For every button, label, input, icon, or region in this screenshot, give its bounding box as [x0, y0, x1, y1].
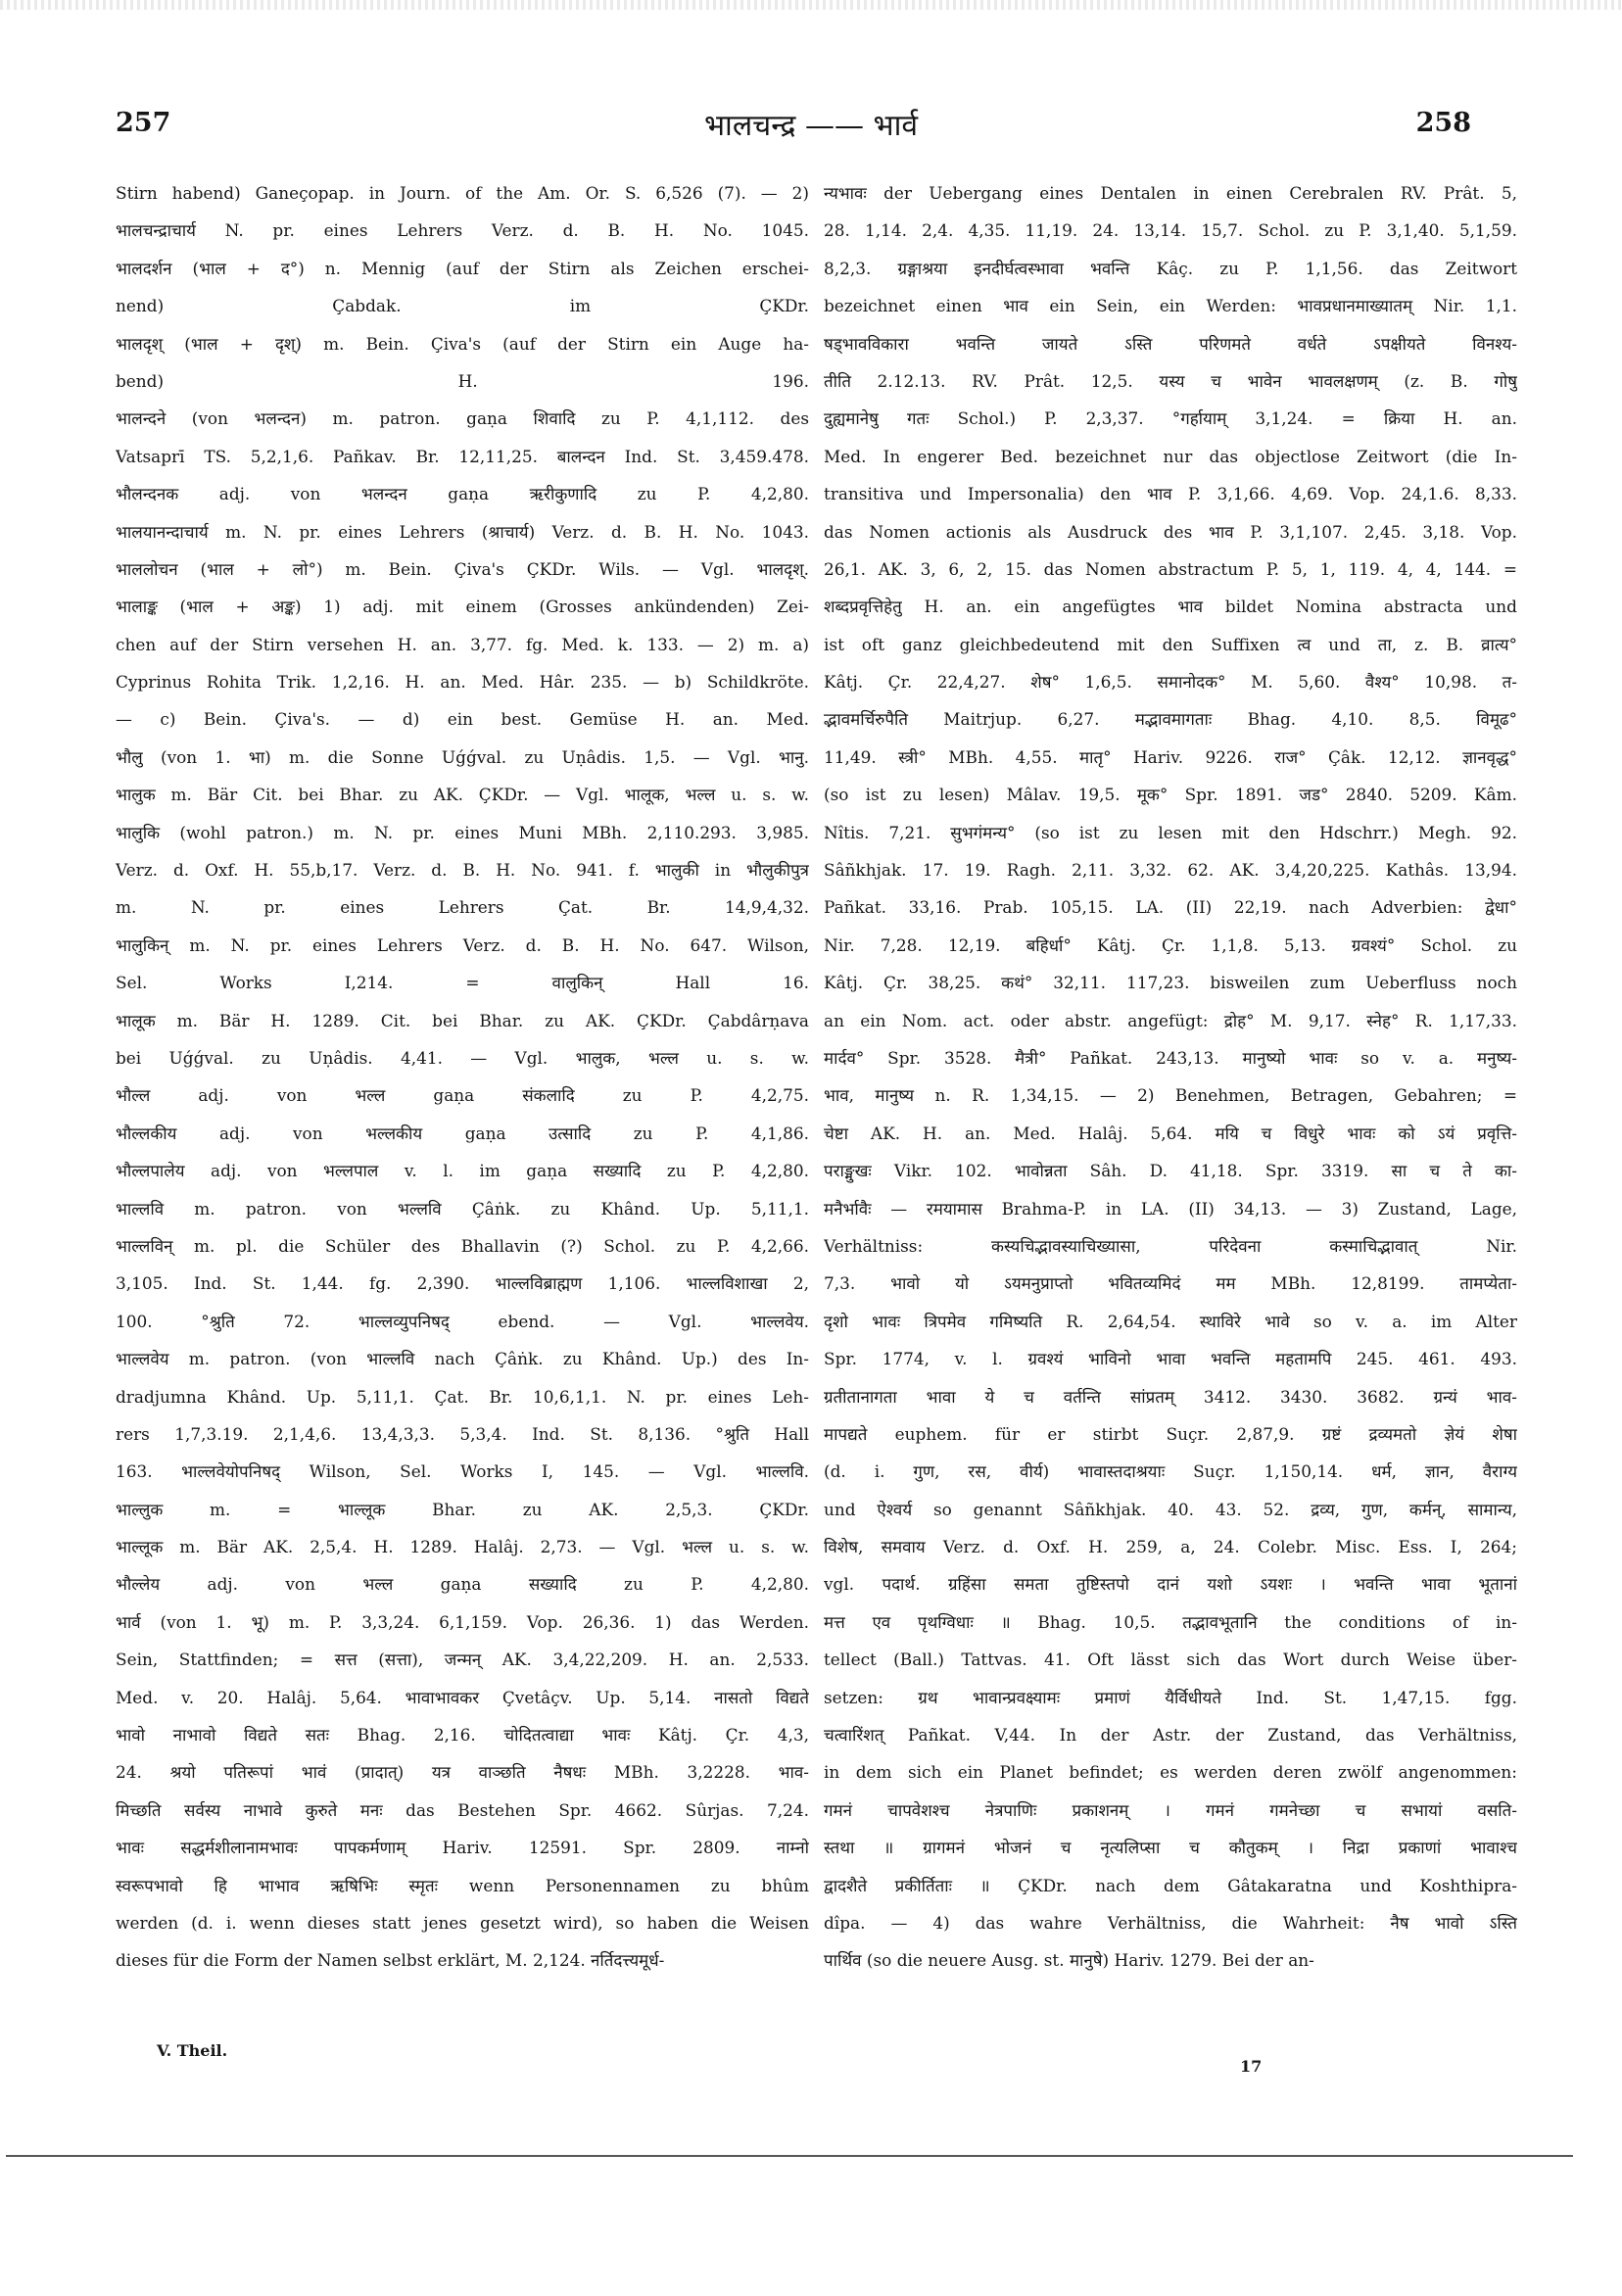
- text-line: tellect (Ball.) Tattvas. 41. Oft lässt sich das Wort durch Weise über-: [824, 1650, 1517, 1670]
- text-line: Kâtj. Çr. 38,25. कथं° 32,11. 117,23. bisweilen zum Ueberfluss noch: [824, 973, 1517, 993]
- text-line: Sâñkhjak. 17. 19. Ragh. 2,11. 3,32. 62. AK. 3,4,20,225. Kathâs. 13,94.: [824, 860, 1517, 881]
- text-line: भाल्लविन् m. pl. die Schüler des Bhallavin (?) Schol. zu P. 4,2,66.: [116, 1235, 809, 1256]
- text-line: भालचन्द्राचार्य N. pr. eines Lehrers Verz. d. B. H. No. 1045.: [116, 220, 809, 241]
- text-line: मार्दव° Spr. 3528. मैत्री° Pañkat. 243,13. मानुष्यो भावः so v. a. मनुष्य-: [824, 1047, 1517, 1068]
- text-line: भालुक m. Bär Cit. bei Bhar. zu AK. ÇKDr. — Vgl. भालूक, भल्ल u. s. w.: [116, 785, 809, 805]
- text-line: Kâtj. Çr. 22,4,27. शेष° 1,6,5. समानोदक° M. 5,60. वैश्य° 10,98. त-: [824, 672, 1517, 693]
- text-line: und ऐश्वर्य so genannt Sâñkhjak. 40. 43. 52. द्रव्य, गुण, कर्मन्, सामान्य,: [824, 1499, 1517, 1519]
- text-line: dradjumna Khând. Up. 5,11,1. Çat. Br. 10,6,1,1. N. pr. eines Leh-: [116, 1386, 809, 1407]
- text-line: chen auf der Stirn versehen H. an. 3,77. fg. Med. k. 133. — 2) m. a): [116, 634, 809, 654]
- text-line: ग्रतीतानागता भावा ये च वर्तन्ति सांप्रतम् 3412. 3430. 3682. ग्रन्यं भाव-: [824, 1386, 1517, 1407]
- text-line: भालयानन्दाचार्य m. N. pr. eines Lehrers (श्राचार्य) Verz. d. B. H. No. 1043.: [116, 521, 809, 542]
- text-line: bend) H. 196.: [116, 370, 809, 391]
- text-line: भाललोचन (भाल + लो°) m. Bein. Çiva's ÇKDr. Wils. — Vgl. भालदृश्.: [116, 558, 809, 579]
- text-line: द्भावमर्चिरुपैति Maitrjup. 6,27. मद्भावमागताः Bhag. 4,10. 8,5. विमूढ°: [824, 709, 1517, 730]
- text-line: भालन्दने (von भलन्दन) m. patron. gaṇa शिवादि zu P. 4,1,112. des: [116, 408, 809, 429]
- text-line: (d. i. गुण, रस, वीर्य) भावास्तदाश्रयाः Suçr. 1,150,14. धर्म, ज्ञान, वैराग्य: [824, 1461, 1517, 1482]
- right-page-number: 258: [1415, 108, 1471, 138]
- text-line: Med. v. 20. Halâj. 5,64. भावाभावकर Çvetâçv. Up. 5,14. नासतो विद्यते: [116, 1687, 809, 1707]
- text-line: 11,49. स्त्री° MBh. 4,55. मातृ° Hariv. 9226. राज° Çâk. 12,12. ज्ञानवृद्ध°: [824, 746, 1517, 767]
- text-line: Cyprinus Rohita Trik. 1,2,16. H. an. Med. Hâr. 235. — b) Schildkröte.: [116, 672, 809, 693]
- text-line: भालदर्शन (भाल + द°) n. Mennig (auf der Stirn als Zeichen erschei-: [116, 258, 809, 278]
- text-line: भालूक m. Bär H. 1289. Cit. bei Bhar. zu AK. ÇKDr. Çabdârṇava: [116, 1010, 809, 1030]
- text-line: an ein Nom. act. oder abstr. angefügt: द्रोह° M. 9,17. स्नेह° R. 1,17,33.: [824, 1010, 1517, 1030]
- text-line: 7,3. भावो यो ऽयमनुप्राप्तो भवितव्यमिदं मम MBh. 12,8199. तामप्येता-: [824, 1273, 1517, 1294]
- text-line: ist oft ganz gleichbedeutend mit den Suffixen त्व und ता, z. B. व्रात्य°: [824, 634, 1517, 654]
- text-line: भौल्ल adj. von भल्ल gaṇa संकलादि zu P. 4,2,75.: [116, 1085, 809, 1106]
- text-line: गमनं चापवेशश्च नेत्रपाणिः प्रकाशनम् । गमनं गमनेच्छा च सभायां वसति-: [824, 1799, 1517, 1820]
- text-line: भाल्लुक m. = भाल्लूक Bhar. zu AK. 2,5,3. ÇKDr.: [116, 1499, 809, 1519]
- left-column: [116, 174, 809, 1980]
- text-line: vgl. पदार्थ. ग्रहिंसा समता तुष्टिस्तपो दानं यशो ऽयशः । भवन्ति भावा भूतानां: [824, 1574, 1517, 1595]
- text-line: तीति 2.12.13. RV. Prât. 12,5. यस्य च भावेन भावलक्षणम् (z. B. गोषु: [824, 370, 1517, 391]
- text-line: पार्थिव (so die neuere Ausg. st. मानुषे) Hariv. 1279. Bei der an-: [824, 1950, 1314, 1971]
- volume-signature: V. Theil.: [157, 2041, 228, 2060]
- text-line: 100. °श्रुति 72. भाल्लव्युपनिषद् ebend. — Vgl. भाल्लवेय.: [116, 1311, 809, 1331]
- text-line: Spr. 1774, v. l. ग्रवश्यं भाविनो भावा भवन्ति महतामपि 245. 461. 493.: [824, 1349, 1517, 1369]
- running-header-title: भालचन्द्र —— भार्व: [703, 109, 919, 143]
- text-line: मनैर्भावैः — रमयामास Brahma-P. in LA. (II) 34,13. — 3) Zustand, Lage,: [824, 1198, 1517, 1219]
- text-line: मिच्छति सर्वस्य नाभावे कुरुते मनः das Bestehen Spr. 4662. Sûrjas. 7,24.: [116, 1799, 809, 1820]
- text-line: Verhältniss: कस्यचिद्भावस्याचिख्यासा, परिदेवना कस्माचिद्भावात् Nir.: [824, 1235, 1517, 1256]
- text-line: nend) Çabdak. im ÇKDr.: [116, 296, 809, 316]
- text-line: भाल्लूक m. Bär AK. 2,5,4. H. 1289. Halâj. 2,73. — Vgl. भल्ल u. s. w.: [116, 1537, 809, 1557]
- text-line: भौल्लेय adj. von भल्ल gaṇa सख्यादि zu P. 4,2,80.: [116, 1574, 809, 1595]
- text-line: rers 1,7,3.19. 2,1,4,6. 13,4,3,3. 5,3,4. Ind. St. 8,136. °श्रुति Hall: [116, 1423, 809, 1444]
- text-line: 163. भाल्लवेयोपनिषद् Wilson, Sel. Works I, 145. — Vgl. भाल्लवि.: [116, 1461, 809, 1482]
- text-line: bezeichnet einen भाव ein Sein, ein Werden: भावप्रधानमाख्यातम् Nir. 1,1.: [824, 296, 1517, 316]
- text-line: स्वरूपभावो हि भाभाव ऋषिभिः स्मृतः wenn Personennamen zu bhûm: [116, 1875, 809, 1895]
- text-line: शब्दप्रवृत्तिहेतु H. an. ein angefügtes भाव bildet Nomina abstracta und: [824, 597, 1517, 617]
- text-line: Med. In engerer Bed. bezeichnet nur das objectlose Zeitwort (die In-: [824, 446, 1517, 466]
- text-line: 24. श्रयो पतिरूपां भावं (प्रादात्) यत्र वाञ्छति नैषधः MBh. 3,2228. भाव-: [116, 1762, 809, 1783]
- text-line: भाल्लवेय m. patron. (von भाल्लवि nach Çâṅk. zu Khând. Up.) des In-: [116, 1349, 809, 1369]
- text-line: भौलु (von 1. भा) m. die Sonne Uǵǵval. zu Uṇâdis. 1,5. — Vgl. भानु.: [116, 746, 809, 767]
- text-line: विशेष, समवाय Verz. d. Oxf. H. 259, a, 24. Colebr. Misc. Ess. I, 264;: [824, 1537, 1517, 1557]
- text-line: bei Uǵǵval. zu Uṇâdis. 4,41. — Vgl. भालुक, भल्ल u. s. w.: [116, 1047, 809, 1068]
- text-line: (so ist zu lesen) Mâlav. 19,5. मूक° Spr. 1891. जड° 2840. 5209. Kâm.: [824, 785, 1517, 805]
- text-line: दुह्यमानेषु गतः Schol.) P. 2,3,37. °गर्हायाम् 3,1,24. = क्रिया H. an.: [824, 408, 1517, 429]
- text-line: 3,105. Ind. St. 1,44. fg. 2,390. भाल्लविब्राह्मण 1,106. भाल्लविशाखा 2,: [116, 1273, 809, 1294]
- text-line: Sel. Works I,214. = वालुकिन् Hall 16.: [116, 973, 809, 993]
- text-line: भाल्लवि m. patron. von भल्लवि Çâṅk. zu Khând. Up. 5,11,1.: [116, 1198, 809, 1219]
- text-line: भार्व (von 1. भू) m. P. 3,3,24. 6,1,159. Vop. 26,36. 1) das Werden.: [116, 1611, 809, 1632]
- scan-edge-noise: [0, 0, 1622, 10]
- text-line: भालुकिन् m. N. pr. eines Lehrers Verz. d. B. H. No. 647. Wilson,: [116, 934, 809, 955]
- text-line: भालाङ्क (भाल + अङ्क) 1) adj. mit einem (Grosses ankündenden) Zei-: [116, 597, 809, 617]
- text-line: Nir. 7,28. 12,19. बहिर्धा° Kâtj. Çr. 1,1,8. 5,13. ग्रवश्यं° Schol. zu: [824, 934, 1517, 955]
- text-line: in dem sich ein Planet befindet; es werden deren zwölf angenommen:: [824, 1762, 1517, 1783]
- text-line: भावो नाभावो विद्यते सतः Bhag. 2,16. चोदितत्वाद्या भावः Kâtj. Çr. 4,3,: [116, 1725, 809, 1746]
- text-line: भौल्लकीय adj. von भल्लकीय gaṇa उत्सादि zu P. 4,1,86.: [116, 1123, 809, 1143]
- text-line: भौलन्दनक adj. von भलन्दन gaṇa ऋरीकुणादि zu P. 4,2,80.: [116, 484, 809, 504]
- text-line: भालुकि (wohl patron.) m. N. pr. eines Muni MBh. 2,110.293. 3,985.: [116, 822, 809, 842]
- right-column: [824, 174, 1517, 1980]
- text-line: भाव, मानुष्य n. R. 1,34,15. — 2) Benehmen, Betragen, Gebahren; =: [824, 1085, 1517, 1106]
- text-line: Vatsaprī TS. 5,2,1,6. Pañkav. Br. 12,11,25. बालन्दन Ind. St. 3,459.478.: [116, 446, 809, 466]
- text-line: m. N. pr. eines Lehrers Çat. Br. 14,9,4,32.: [116, 897, 809, 918]
- text-line: चत्वारिंशत् Pañkat. V,44. In der Astr. der Zustand, das Verhältniss,: [824, 1725, 1517, 1746]
- sheet-signature: 17: [1240, 2057, 1263, 2076]
- text-line: 26,1. AK. 3, 6, 2, 15. das Nomen abstractum P. 5, 1, 119. 4, 4, 144. =: [824, 558, 1517, 579]
- text-line: 8,2,3. ग्रङ्गाश्रया इनदीर्घत्वस्भावा भवन्ति Kâç. zu P. 1,1,56. das Zeitwort: [824, 258, 1517, 278]
- text-line: न्यभावः der Uebergang eines Dentalen in einen Cerebralen RV. Prât. 5,: [824, 183, 1517, 203]
- text-line: मापद्यते euphem. für er stirbt Suçr. 2,87,9. ग्रष्टं द्रव्यमतो ज्ञेयं शेषा: [824, 1423, 1517, 1444]
- text-line: दृशो भावः त्रिपमेव गमिष्यति R. 2,64,54. स्थाविरे भावे so v. a. im Alter: [824, 1311, 1517, 1331]
- text-line: dieses für die Form der Namen selbst erklärt, M. 2,124. नर्तिदत्त्यमूर्ध-: [116, 1950, 665, 1971]
- text-line: dîpa. — 4) das wahre Verhältniss, die Wahrheit: नैष भावो ऽस्ति: [824, 1912, 1517, 1933]
- text-line: Pañkat. 33,16. Prab. 105,15. LA. (II) 22,19. nach Adverbien: द्वेधा°: [824, 897, 1517, 918]
- text-line: भावः सद्धर्मशीलानामभावः पापकर्मणाम् Hariv. 12591. Spr. 2809. नाम्नो: [116, 1838, 809, 1858]
- text-line: — c) Bein. Çiva's. — d) ein best. Gemüse H. an. Med.: [116, 709, 809, 730]
- text-line: भौल्लपालेय adj. von भल्लपाल v. l. im gaṇa सख्यादि zu P. 4,2,80.: [116, 1161, 809, 1181]
- text-line: Nîtis. 7,21. सुभगंमन्य° (so ist zu lesen mit den Hdschrr.) Megh. 92.: [824, 822, 1517, 842]
- text-line: पराङ्मुखः Vikr. 102. भावोन्नता Sâh. D. 41,18. Spr. 3319. सा च ते का-: [824, 1161, 1517, 1181]
- text-line: द्वादशैते प्रकीर्तिताः ॥ ÇKDr. nach dem Gâtakaratna und Koshthipra-: [824, 1875, 1517, 1895]
- text-line: चेष्टा AK. H. an. Med. Halâj. 5,64. मयि च विधुरे भावः को ऽयं प्रवृत्ति-: [824, 1123, 1517, 1143]
- text-line: Stirn habend) Ganeçopap. in Journ. of the Am. Or. S. 6,526 (7). — 2): [116, 183, 809, 203]
- text-line: transitiva und Impersonalia) den भाव P. 3,1,66. 4,69. Vop. 24,1.6. 8,33.: [824, 484, 1517, 504]
- text-line: Sein, Stattfinden; = सत्त (सत्ता), जन्मन् AK. 3,4,22,209. H. an. 2,533.: [116, 1650, 809, 1670]
- bottom-rule: [6, 2155, 1573, 2157]
- text-line: 28. 1,14. 2,4. 4,35. 11,19. 24. 13,14. 15,7. Schol. zu P. 3,1,40. 5,1,59.: [824, 220, 1517, 241]
- text-line: das Nomen actionis als Ausdruck des भाव P. 3,1,107. 2,45. 3,18. Vop.: [824, 521, 1517, 542]
- text-line: षड्भावविकारा भवन्ति जायते ऽस्ति परिणमते वर्धते ऽपक्षीयते विनश्य-: [824, 333, 1517, 354]
- text-line: मत्त एव पृथग्विधाः ॥ Bhag. 10,5. तद्भावभूतानि the conditions of in-: [824, 1611, 1517, 1632]
- text-line: Verz. d. Oxf. H. 55,b,17. Verz. d. B. H. No. 941. f. भालुकी in भौलुकीपुत्र: [116, 860, 809, 881]
- text-line: setzen: ग्रथ भावान्प्रवक्ष्यामः प्रमाणं यैर्विधीयते Ind. St. 1,47,15. fgg.: [824, 1687, 1517, 1707]
- text-line: werden (d. i. wenn dieses statt jenes gesetzt wird), so haben die Weisen: [116, 1912, 809, 1933]
- left-page-number: 257: [116, 108, 171, 138]
- text-line: स्तथा ॥ ग्रागमनं भोजनं च नृत्यलिप्सा च कौतुकम् । निद्रा प्रकाणां भावाश्च: [824, 1838, 1517, 1858]
- text-line: भालदृश् (भाल + दृश्) m. Bein. Çiva's (auf der Stirn ein Auge ha-: [116, 333, 809, 354]
